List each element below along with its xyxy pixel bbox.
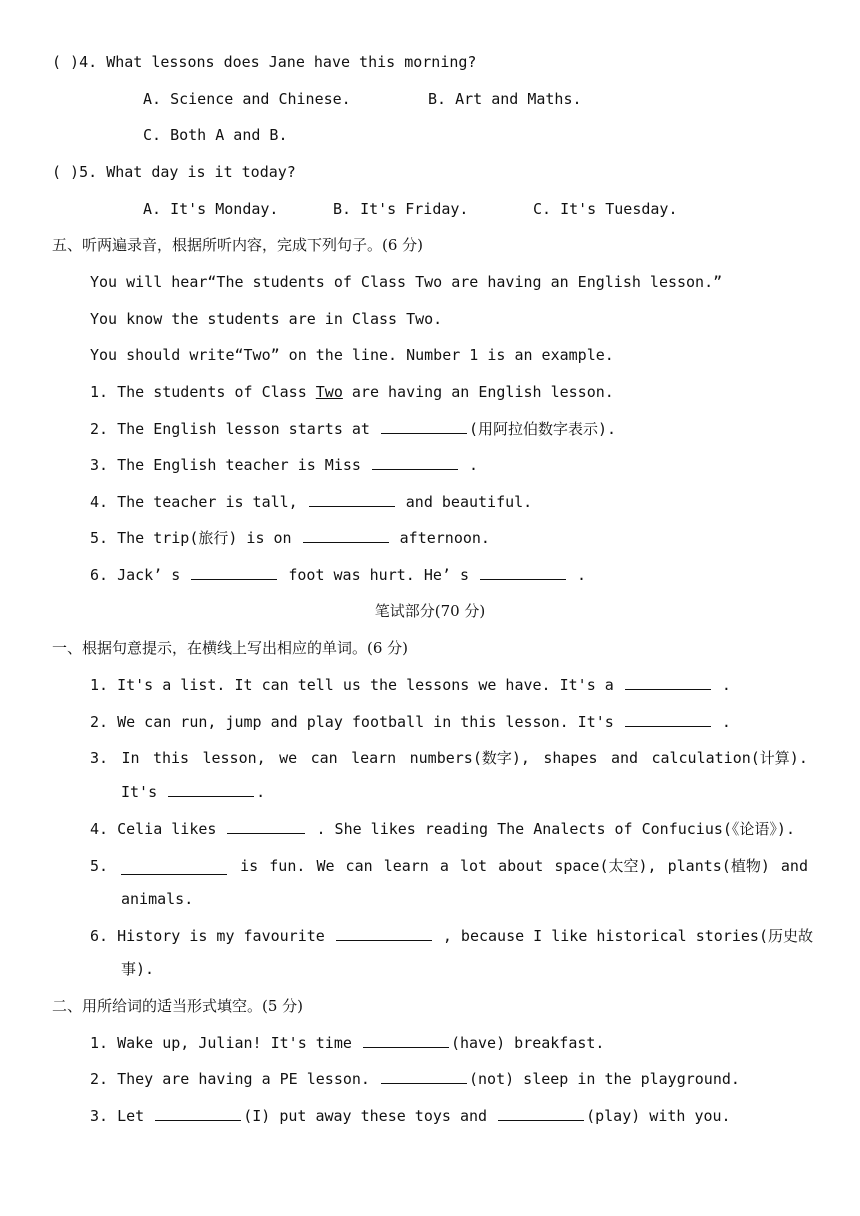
item-text: . [712,676,731,694]
question-4-option-c: C. Both A and B. [143,126,288,144]
part-1-item-5 [90,855,808,877]
part-1-item-5-continued: animals. [121,890,194,908]
answer-blank[interactable] [191,564,277,580]
item-word: can [345,857,373,875]
item-word: is [240,857,259,875]
question-5-option-c: C. It's Tuesday. [533,200,678,218]
item-text: (have) breakfast. [450,1034,605,1052]
question-4 [52,51,476,73]
item-text: 1. Wake up, Julian! It's time [90,1034,361,1052]
question-5 [52,161,296,183]
answer-blank[interactable] [363,1032,449,1048]
question-5-text: What day is it today? [106,163,296,181]
question-4-number: ( )4. [52,53,98,71]
item-text: 3. Let [90,1107,154,1125]
item-word: calculation(计算). [651,749,808,767]
part-1-item-3 [90,747,808,769]
item-text: 1. The students of Class [90,383,316,401]
answer-blank[interactable] [625,711,711,727]
question-4-option-b: B. Art and Maths. [428,90,582,108]
answer-blank[interactable] [168,781,254,797]
item-text: . [568,566,587,584]
answer-blank[interactable] [381,418,467,434]
part-2-item-3 [90,1105,731,1127]
part-1-item-4 [90,818,795,840]
item-text: . [256,783,266,801]
item-text: (play) with you. [586,1107,731,1125]
item-text: 5. The trip(旅行) is on [90,529,301,547]
section-5-intro-2: You know the students are in Class Two. [90,310,443,328]
item-text: 2. The English lesson starts at [90,420,379,438]
item-text: (not) sleep in the playground. [468,1070,740,1088]
item-text: 2. We can run, jump and play football in this lesson. It's [90,713,623,731]
item-word: about [498,857,544,875]
section-5-intro-3: You should write“Two” on the line. Number 1 is an example. [90,346,614,364]
item-word: learn [383,857,429,875]
item-word: learn [351,749,397,767]
part-1-item-6 [90,925,813,947]
item-text: foot was hurt. He’ s [279,566,479,584]
item-word: space(太空), [554,857,657,875]
answer-blank[interactable] [498,1105,584,1121]
part-1-item-3-continued [121,781,265,803]
item-word: fun. [269,857,306,875]
answer-blank[interactable] [303,527,389,543]
section-5-item-2 [90,418,616,440]
item-text: are having an English lesson. [342,383,614,401]
item-text: 1. It's a list. It can tell us the lessons we have. It's a [90,676,623,694]
item-text: It's [121,783,167,801]
item-word: this [152,749,190,767]
answer-blank[interactable] [227,818,305,834]
part-1-item-1 [90,674,731,696]
item-text: 4. The teacher is tall, [90,493,307,511]
item-text: 4. Celia likes [90,820,226,838]
item-word: lesson, [202,749,266,767]
section-5-item-5 [90,527,490,549]
item-word: and [780,857,808,875]
section-5-item-3 [90,454,478,476]
answer-blank[interactable] [381,1068,467,1084]
answer-blank[interactable] [372,454,458,470]
part-2-title: 二、用所给词的适当形式填空。(5 分) [52,997,304,1015]
item-word: numbers(数字), [409,749,530,767]
part-1-item-6-continued: 事). [121,960,155,978]
answer-blank[interactable] [625,674,711,690]
example-answer: Two [315,383,343,401]
item-word: and [610,749,639,767]
item-text: 3. The English teacher is Miss [90,456,370,474]
item-text: 6. History is my favourite [90,927,334,945]
part-2-item-2 [90,1068,740,1090]
question-5-option-b: B. It's Friday. [333,200,469,218]
section-5-item-1 [90,381,614,403]
section-5-title: 五、听两遍录音，根据所听内容，完成下列句子。(6 分) [52,236,424,254]
question-4-option-a: A. Science and Chinese. [143,90,351,108]
answer-blank[interactable] [121,859,227,875]
item-word: We [316,857,335,875]
section-5-item-6 [90,564,586,586]
item-word: plants(植物) [667,857,770,875]
item-text: 6. Jack’ s [90,566,190,584]
section-5-intro-1: You will hear“The students of Class Two are having an English lesson.” [90,273,723,291]
item-text: (用阿拉伯数字表示). [468,420,617,438]
item-word: shapes [543,749,598,767]
item-text: and beautiful. [396,493,533,511]
item-word: In [121,749,140,767]
written-part-title: 笔试部分(70 分) [374,602,486,620]
item-word: 3. [90,749,109,767]
item-text: . [712,713,731,731]
item-text: 2. They are having a PE lesson. [90,1070,379,1088]
item-text: (I) put away these toys and [243,1107,497,1125]
answer-blank[interactable] [309,491,395,507]
item-word: lot [459,857,488,875]
item-text: , because I like historical stories(历史故 [433,927,813,945]
item-text: . She likes reading The Analects of Confucius(《论语》). [307,820,795,838]
part-2-item-1 [90,1032,604,1054]
question-5-number: ( )5. [52,163,98,181]
item-text: afternoon. [390,529,490,547]
item-word: can [310,749,338,767]
answer-blank[interactable] [336,925,432,941]
item-text: . [459,456,479,474]
question-4-text: What lessons does Jane have this morning? [106,53,477,71]
item-word: a [439,857,449,875]
question-5-option-a: A. It's Monday. [143,200,279,218]
answer-blank[interactable] [155,1105,241,1121]
item-word: we [279,749,298,767]
answer-blank[interactable] [480,564,566,580]
item-word: 5. [90,857,109,875]
part-1-item-2 [90,711,731,733]
part-1-title: 一、根据句意提示，在横线上写出相应的单词。(6 分) [52,639,409,657]
section-5-item-4 [90,491,532,513]
